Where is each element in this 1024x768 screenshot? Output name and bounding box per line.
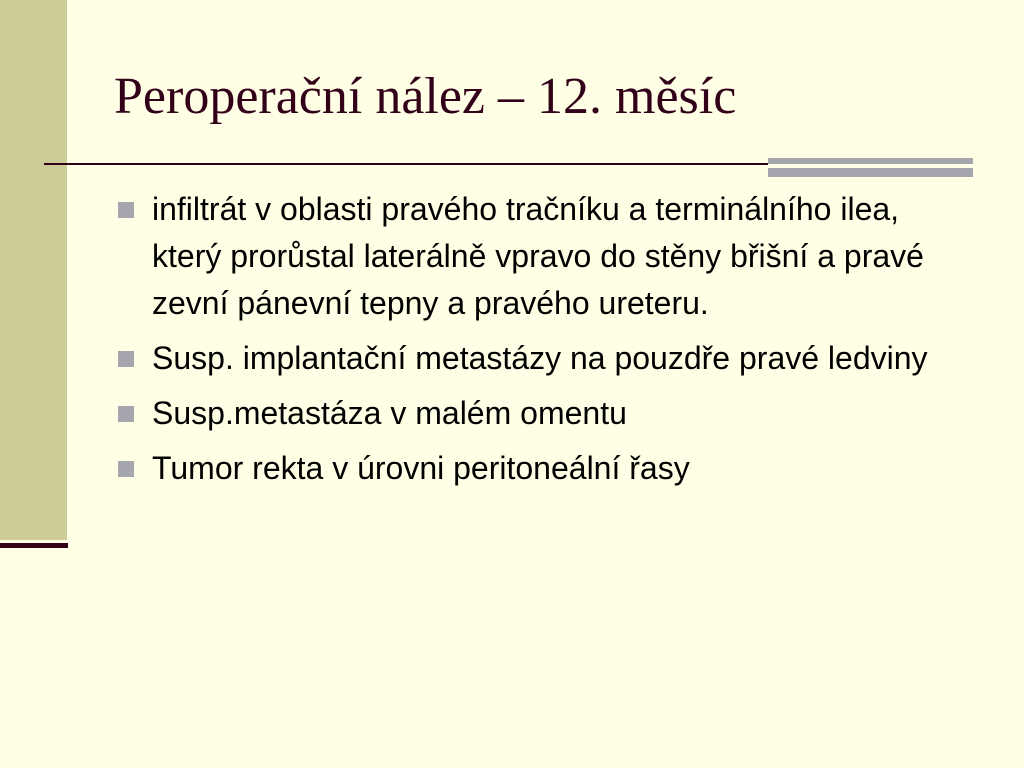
bullet-text: Susp.metastáza v malém omentu xyxy=(152,395,627,431)
title-underline xyxy=(44,163,768,165)
bullet-item xyxy=(116,390,976,437)
square-bullet-icon xyxy=(118,461,134,477)
title-underline-gray-top xyxy=(768,158,973,164)
bullet-item xyxy=(116,186,976,327)
title-underline-gray-bottom xyxy=(768,168,973,177)
bullet-text: Tumor rekta v úrovni peritoneální řasy xyxy=(152,450,690,486)
slide-title: Peroperační nález – 12. měsíc xyxy=(114,68,737,125)
bullet-text: Susp. implantační metastázy na pouzdře pravé ledviny xyxy=(152,340,928,376)
bullet-item xyxy=(116,335,976,382)
bullet-item xyxy=(116,445,976,492)
side-accent-band xyxy=(0,0,67,540)
side-accent-rule xyxy=(0,543,68,548)
square-bullet-icon xyxy=(118,202,134,218)
square-bullet-icon xyxy=(118,351,134,367)
bullet-list xyxy=(116,186,976,500)
square-bullet-icon xyxy=(118,406,134,422)
bullet-text: infiltrát v oblasti pravého tračníku a terminálního ilea, který prorůstal laterálně vpravo do stěny břišní a pravé zevní pánevní tepny a pravého ureteru. xyxy=(152,191,924,321)
